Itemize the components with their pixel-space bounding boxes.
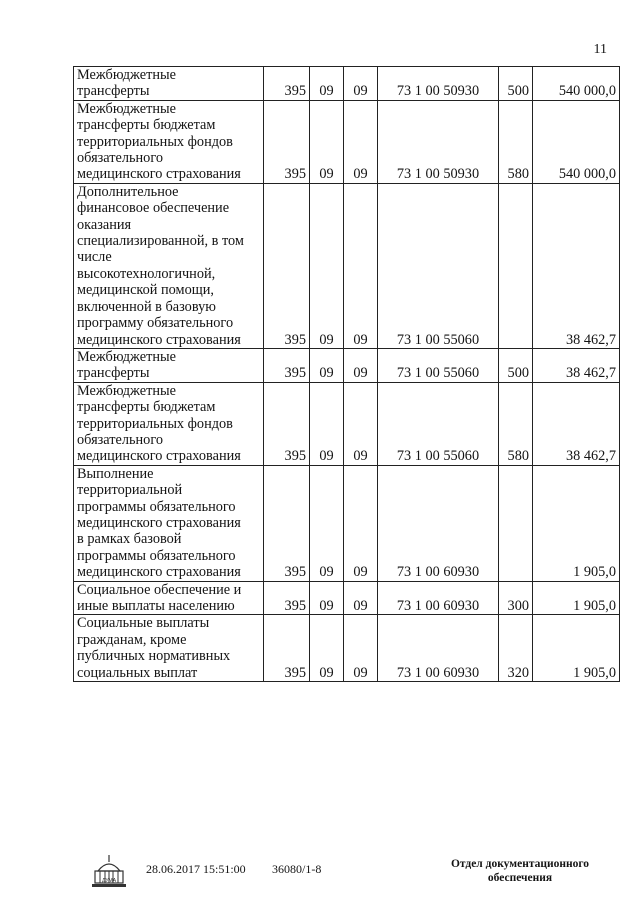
row-amount-cell: 1 905,0 bbox=[533, 581, 620, 615]
timestamp: 28.06.2017 15:51:00 bbox=[146, 862, 246, 876]
row-rz-cell: 09 bbox=[310, 581, 344, 615]
row-amount-cell: 540 000,0 bbox=[533, 67, 620, 101]
row-rz-cell: 09 bbox=[310, 615, 344, 682]
row-gr-cell: 395 bbox=[264, 100, 310, 183]
row-amount-cell: 38 462,7 bbox=[533, 183, 620, 348]
row-gr-cell: 395 bbox=[264, 465, 310, 581]
row-pr-cell: 09 bbox=[344, 382, 378, 465]
row-csr-cell: 73 1 00 60930 bbox=[378, 581, 499, 615]
row-rz-cell: 09 bbox=[310, 382, 344, 465]
row-gr-cell: 395 bbox=[264, 382, 310, 465]
table-row bbox=[74, 183, 620, 348]
document-id: 36080/1-8 bbox=[272, 862, 322, 876]
row-name-cell: Межбюджетные трансферты бюджетам территориальных фондов обязательного медицинского страхования bbox=[74, 100, 264, 183]
table-body bbox=[74, 67, 620, 682]
page-number: 11 bbox=[593, 42, 607, 57]
row-csr-cell: 73 1 00 50930 bbox=[378, 67, 499, 101]
row-name-cell: Межбюджетные трансферты bbox=[74, 348, 264, 382]
department-stamp: Отдел документационного обеспечения bbox=[450, 858, 590, 884]
row-vr-cell: 300 bbox=[499, 581, 533, 615]
row-pr-cell: 09 bbox=[344, 615, 378, 682]
row-csr-cell: 73 1 00 55060 bbox=[378, 348, 499, 382]
row-gr-cell: 395 bbox=[264, 615, 310, 682]
row-rz-cell: 09 bbox=[310, 348, 344, 382]
row-pr-cell: 09 bbox=[344, 183, 378, 348]
row-csr-cell: 73 1 00 60930 bbox=[378, 615, 499, 682]
table-row bbox=[74, 382, 620, 465]
table-row bbox=[74, 67, 620, 101]
row-vr-cell: 580 bbox=[499, 382, 533, 465]
row-pr-cell: 09 bbox=[344, 465, 378, 581]
row-csr-cell: 73 1 00 55060 bbox=[378, 183, 499, 348]
row-vr-cell: 580 bbox=[499, 100, 533, 183]
row-rz-cell: 09 bbox=[310, 465, 344, 581]
row-csr-cell: 73 1 00 50930 bbox=[378, 100, 499, 183]
row-amount-cell: 38 462,7 bbox=[533, 382, 620, 465]
row-name-cell: Межбюджетные трансферты bbox=[74, 67, 264, 101]
row-name-cell: Дополнительное финансовое обеспечение оказания специализированной, в том числе высокотехнологичной, медицинской помощи, включенной в базовую программу обязательного медицинского страхования bbox=[74, 183, 264, 348]
page-footer bbox=[0, 853, 640, 893]
row-amount-cell: 1 905,0 bbox=[533, 615, 620, 682]
row-amount-cell: 38 462,7 bbox=[533, 348, 620, 382]
row-rz-cell: 09 bbox=[310, 67, 344, 101]
table-row bbox=[74, 100, 620, 183]
row-vr-cell: 500 bbox=[499, 67, 533, 101]
row-pr-cell: 09 bbox=[344, 581, 378, 615]
row-vr-cell: 320 bbox=[499, 615, 533, 682]
row-pr-cell: 09 bbox=[344, 348, 378, 382]
row-rz-cell: 09 bbox=[310, 183, 344, 348]
row-name-cell: Выполнение территориальной программы обязательного медицинского страхования в рамках базовой программы обязательного медицинского страхования bbox=[74, 465, 264, 581]
row-gr-cell: 395 bbox=[264, 581, 310, 615]
table-row bbox=[74, 348, 620, 382]
row-amount-cell: 1 905,0 bbox=[533, 465, 620, 581]
budget-table bbox=[73, 66, 620, 682]
row-name-cell: Социальные выплаты гражданам, кроме публичных нормативных социальных выплат bbox=[74, 615, 264, 682]
table-row bbox=[74, 581, 620, 615]
row-amount-cell: 540 000,0 bbox=[533, 100, 620, 183]
duma-building-icon bbox=[90, 853, 128, 889]
row-name-cell: Социальное обеспечение и иные выплаты населению bbox=[74, 581, 264, 615]
row-gr-cell: 395 bbox=[264, 348, 310, 382]
row-gr-cell: 395 bbox=[264, 183, 310, 348]
row-gr-cell: 395 bbox=[264, 67, 310, 101]
row-vr-cell: 500 bbox=[499, 348, 533, 382]
row-vr-cell bbox=[499, 465, 533, 581]
row-name-cell: Межбюджетные трансферты бюджетам территориальных фондов обязательного медицинского страхования bbox=[74, 382, 264, 465]
row-pr-cell: 09 bbox=[344, 67, 378, 101]
row-csr-cell: 73 1 00 55060 bbox=[378, 382, 499, 465]
row-pr-cell: 09 bbox=[344, 100, 378, 183]
row-csr-cell: 73 1 00 60930 bbox=[378, 465, 499, 581]
row-rz-cell: 09 bbox=[310, 100, 344, 183]
row-vr-cell bbox=[499, 183, 533, 348]
table-row bbox=[74, 465, 620, 581]
svg-text:ДУМА: ДУМА bbox=[101, 878, 117, 884]
table-row bbox=[74, 615, 620, 682]
